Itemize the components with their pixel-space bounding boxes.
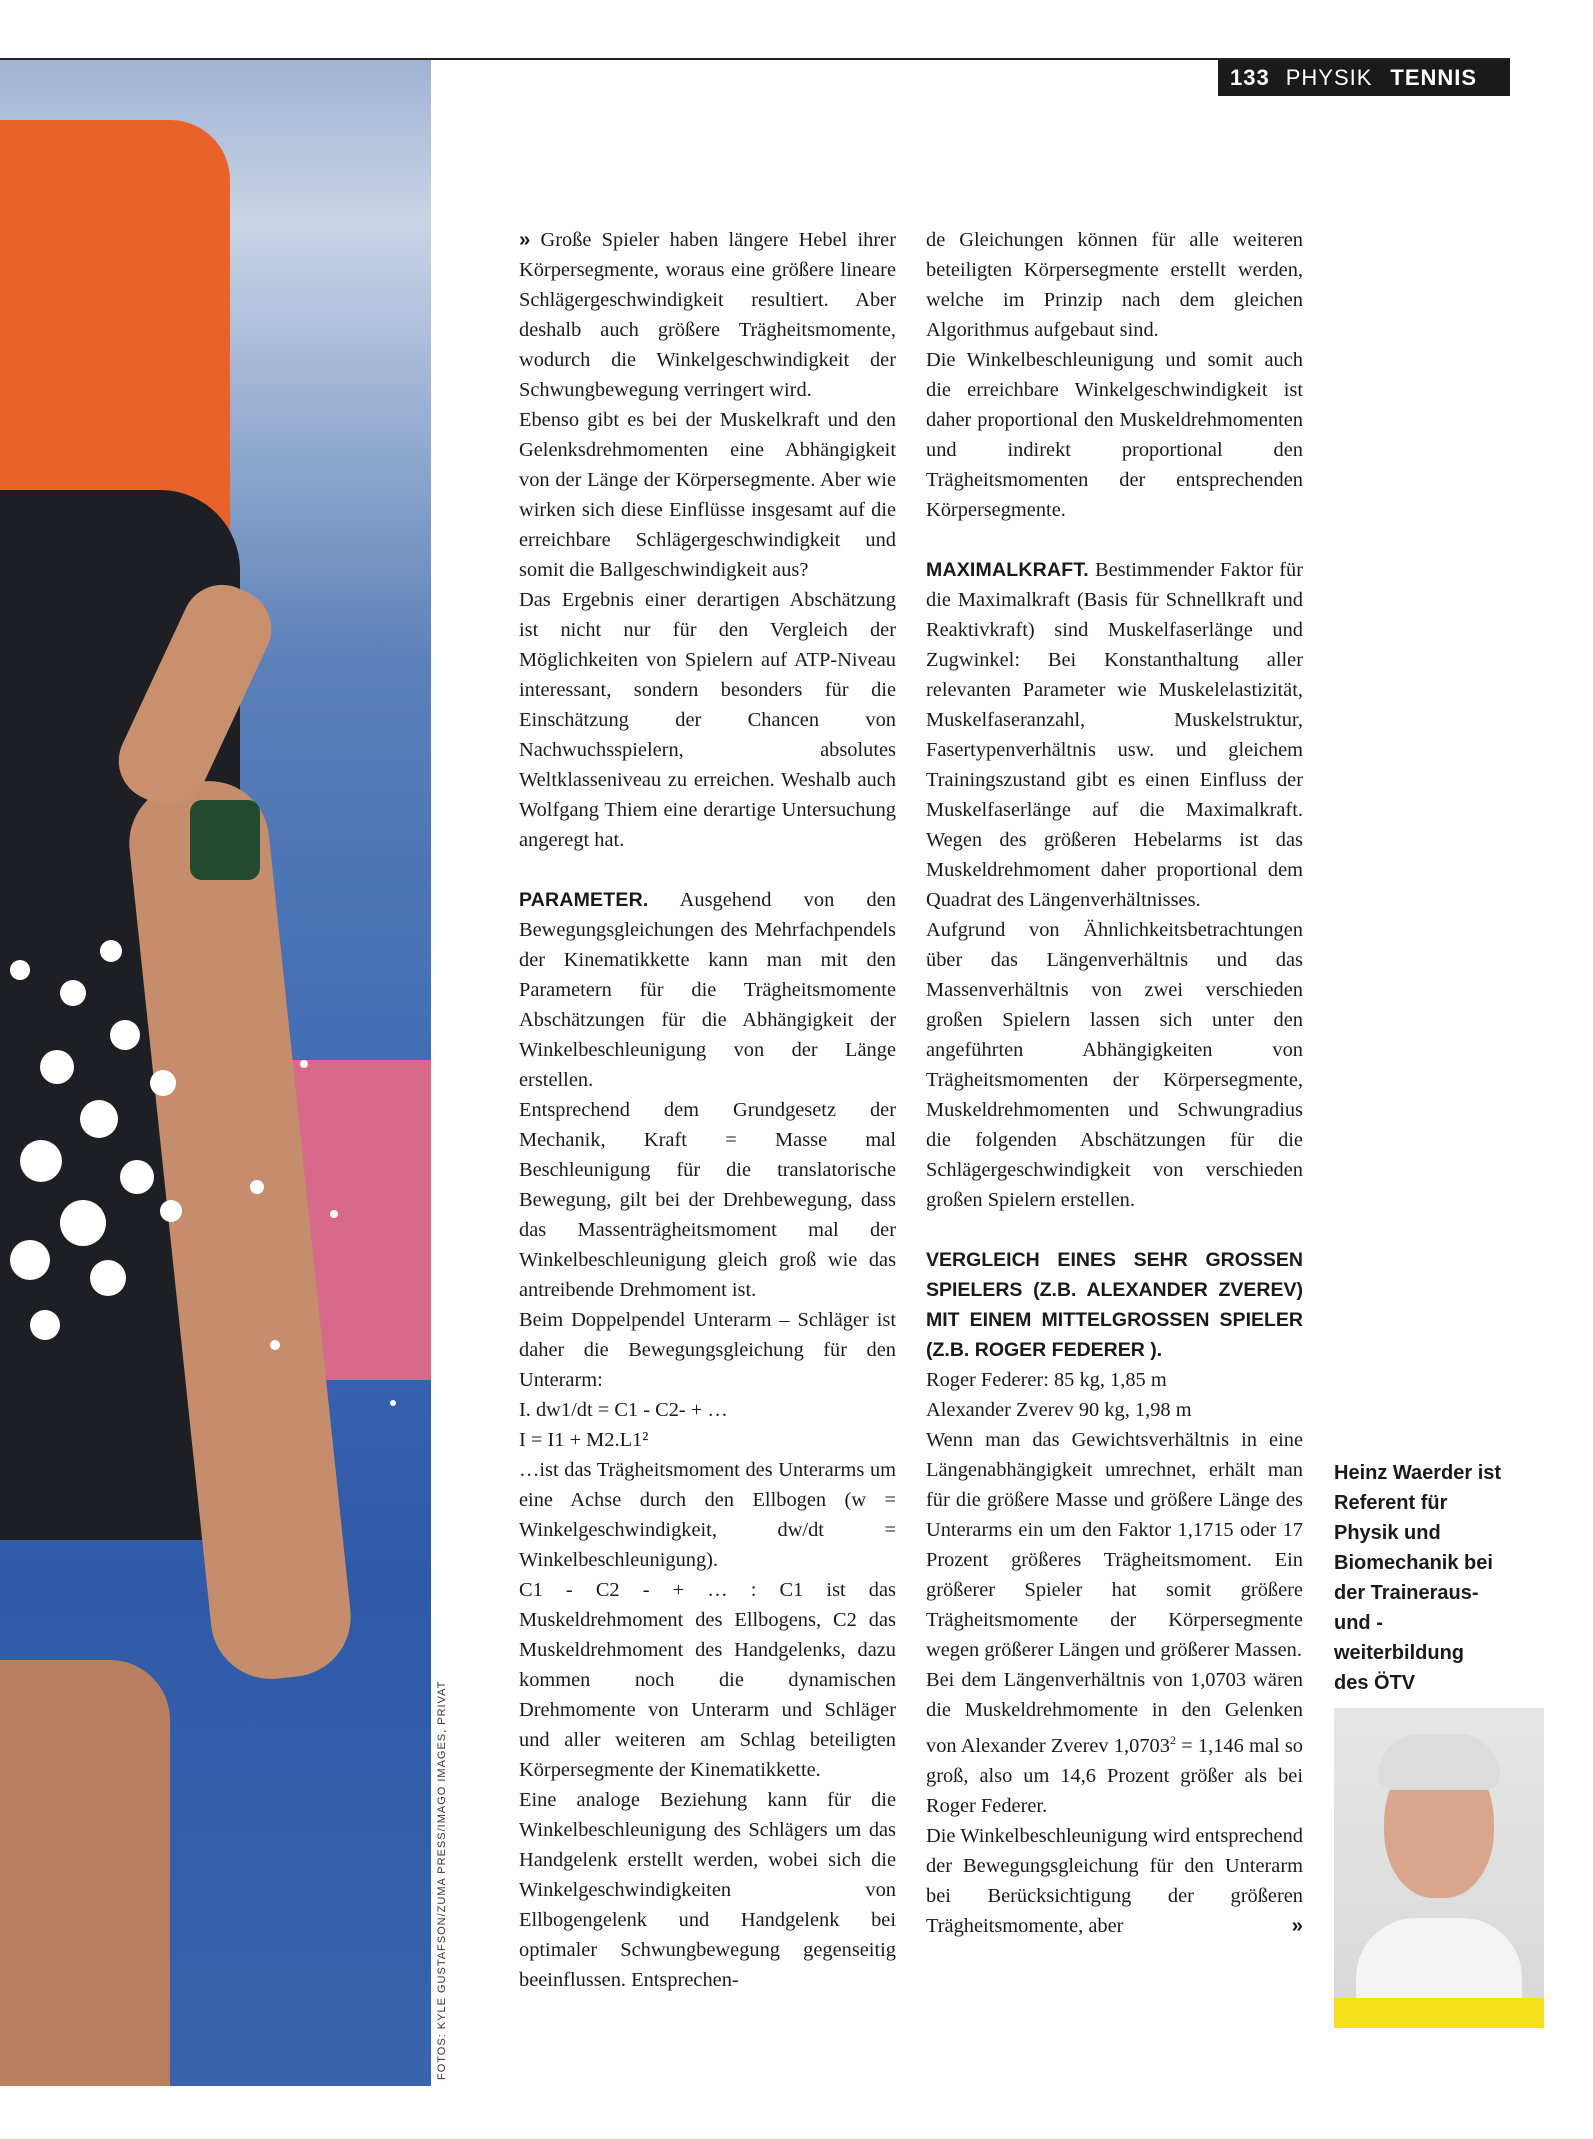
- paragraph: » Große Spieler haben längere Hebel ihrer Körpersegmente, woraus eine größere lineare Schlägergeschwindigkeit resultiert. Aber deshalb auch größere Trägheitsmomente, wodurch die Winkelgeschwindigkeit der Schwungbewegung verringert wird.: [519, 229, 896, 401]
- quote-mark-icon: »: [519, 229, 531, 251]
- decor-dot: [270, 1340, 280, 1350]
- subheading-parameter: PARAMETER.: [519, 889, 649, 911]
- paragraph: C1 - C2 - + … : C1 ist das Muskeldrehmoment des Ellbogens, C2 das Muskeldrehmoment des Handgelenks, dazu kommen noch die dynamischen Drehmomente von Unterarm und Schläger und aller weiteren am Schlag beteiligten Körpersegmente der Kinematikkette.: [519, 1579, 896, 1781]
- page-header: [1218, 60, 1510, 96]
- article-column-2: [926, 225, 1303, 1941]
- paragraph: Beim Doppelpendel Unterarm – Schläger ist daher die Bewegungsgleichung für den Unterarm:: [519, 1309, 896, 1391]
- paragraph: MAXIMALKRAFT. Bestimmender Faktor für die Maximalkraft (Basis für Schnellkraft und Reaktivkraft) sind Muskelfaserlänge und Zugwinkel: Bei Konstanthaltung aller relevanten Parameter wie Muskelelastizität, Muskelfaseranzahl, Muskelstruktur, Fasertypenverhältnis usw. und gleichem Trainingszustand gibt es einen Einfluss der Muskelfaserlänge auf die Maximalkraft. Wegen des größeren Hebelarms ist das Muskeldrehmoment daher proportional dem Quadrat des Längenverhältnisses.: [926, 559, 1303, 911]
- decor-dot: [330, 1210, 338, 1218]
- photo-credit: FOTOS: KYLE GUSTAFSON/ZUMA PRESS/IMAGO IMAGES, PRIVAT: [436, 1680, 448, 2080]
- player-stats: Roger Federer: 85 kg, 1,85 m: [926, 1369, 1167, 1391]
- paragraph: Entsprechend dem Grundgesetz der Mechanik, Kraft = Masse mal Beschleunigung für die translatorische Bewegung, gilt bei der Drehbewegung, dass das Massenträgheitsmoment mal der Winkelbeschleunigung gleich groß wie das antreibende Drehmoment ist.: [519, 1099, 896, 1301]
- decor-dot: [40, 1050, 74, 1084]
- equation: I = I1 + M2.L1²: [519, 1429, 649, 1451]
- decor-dot: [110, 1020, 140, 1050]
- paragraph: Die Winkelbeschleunigung wird entsprechend der Bewegungsgleichung für den Unterarm bei Berücksichtigung der größeren Trägheitsmomente, aber »: [926, 1821, 1303, 1941]
- decor-dot: [150, 1070, 176, 1096]
- paragraph: Aufgrund von Ähnlichkeitsbetrachtungen über das Längenverhältnis und das Massenverhältnis von zwei verschieden großen Spielern lassen sich unter den angeführten Abhängigkeiten von Trägheitsmomenten der Körpersegmente, Muskeldrehmomenten und Schwungradius die folgenden Abschätzungen für die Schlägergeschwindigkeit von verschieden großen Spielern erstellen.: [926, 919, 1303, 1211]
- paragraph: PARAMETER. Ausgehend von den Bewegungsgleichungen des Mehrfachpendels der Kinematikkette kann man mit den Parametern für die Trägheitsmomente Abschätzungen für die Abhängigkeit der Winkelbeschleunigung von der Länge erstellen.: [519, 889, 896, 1091]
- paragraph: Ebenso gibt es bei der Muskelkraft und den Gelenksdrehmomenten eine Abhängigkeit von der Länge der Körpersegmente. Aber wie wirken sich diese Einflüsse insgesamt auf die erreichbare Schlägergeschwindigkeit und somit die Ballgeschwindigkeit aus?: [519, 409, 896, 581]
- player-stats: Alexander Zverev 90 kg, 1,98 m: [926, 1399, 1192, 1421]
- author-portrait: [1334, 1708, 1544, 2028]
- decor-dot: [60, 1200, 106, 1246]
- player-leg: [0, 1660, 170, 2086]
- decor-dot: [30, 1310, 60, 1340]
- article-column-1: [519, 225, 896, 1995]
- decor-dot: [20, 1140, 62, 1182]
- decor-dot: [80, 1100, 118, 1138]
- paragraph: …ist das Trägheitsmoment des Unterarms um eine Achse durch den Ellbogen (w = Winkelgeschwindigkeit, dw/dt = Winkelbeschleunigung).: [519, 1459, 896, 1571]
- paragraph: Die Winkelbeschleunigung und somit auch die erreichbare Winkelgeschwindigkeit ist daher proportional den Muskeldrehmomenten und indirekt proportional den Trägheitsmomenten der entsprechenden Körpersegmente.: [926, 349, 1303, 521]
- author-caption: Heinz Waerder ist Referent für Physik und Biomechanik bei der Traineraus- und -weiterbildung des ÖTV: [1334, 1462, 1502, 1694]
- decor-dot: [120, 1160, 154, 1194]
- paragraph: Eine analoge Beziehung kann für die Winkelbeschleunigung des Schlägers um das Handgelenk erstellt werden, wobei sich die Winkelgeschwindigkeiten von Ellbogengelenk und Handgelenk bei optimaler Schwungbewegung gegenseitig beeinflussen. Entsprechen-: [519, 1789, 896, 1991]
- author-shirt: [1356, 1918, 1522, 2008]
- player-watch: [190, 800, 260, 880]
- paragraph: Bei dem Längenverhältnis von 1,0703 wären die Muskeldrehmomente in den Gelenken von Alexander Zverev $1,0703^2 = 1,146$ mal so groß, also um 14,6 Prozent größer als bei Roger Federer.: [926, 1669, 1304, 1817]
- decor-dot: [10, 1240, 50, 1280]
- subheading-comparison: VERGLEICH EINES SEHR GROSSEN SPIELERS (Z.B. ALEXANDER ZVEREV) MIT EINEM MITTELGROSSEN SPIELER (Z.B. ROGER FEDERER ).: [926, 1249, 1303, 1361]
- decor-dot: [10, 960, 30, 980]
- paragraph: Das Ergebnis einer derartigen Abschätzung ist nicht nur für den Vergleich der Möglichkeiten von Spielern auf ATP-Niveau interessant, sondern besonders für die Einschätzung der Chancen von Nachwuchsspielern, absolutes Weltklasseniveau zu erreichen. Weshalb auch Wolfgang Thiem eine derartige Untersuchung angeregt hat.: [519, 589, 896, 851]
- subheading-maximalkraft: MAXIMALKRAFT.: [926, 559, 1089, 581]
- continue-mark-icon: »: [1291, 1914, 1303, 1937]
- equation: I. dw1/dt = C1 - C2- + …: [519, 1399, 728, 1421]
- decor-dot: [250, 1180, 264, 1194]
- tennis-player-photo: [0, 60, 431, 2086]
- page-number: 133: [1230, 65, 1270, 90]
- author-hair: [1378, 1734, 1500, 1790]
- decor-dot: [60, 980, 86, 1006]
- decor-dot: [100, 940, 122, 962]
- section-label: PHYSIK: [1285, 65, 1373, 90]
- decor-dot: [390, 1400, 396, 1406]
- decor-dot: [160, 1200, 182, 1222]
- paragraph: Wenn man das Gewichtsverhältnis in eine Längenabhängigkeit umrechnet, erhält man für die größere Masse und größere Länge des Unterarms ein um den Faktor 1,1715 oder 17 Prozent größeres Trägheitsmoment. Ein größerer Spieler hat somit größere Trägheitsmomente der Körpersegmente wegen größerer Längen und größerer Massen.: [926, 1429, 1303, 1661]
- topic-label: TENNIS: [1390, 65, 1478, 90]
- yellow-accent-bar: [1334, 1998, 1544, 2028]
- decor-dot: [90, 1260, 126, 1296]
- paragraph: de Gleichungen können für alle weiteren beteiligten Körpersegmente erstellt werden, welche im Prinzip nach dem gleichen Algorithmus aufgebaut sind.: [926, 229, 1303, 341]
- decor-dot: [300, 1060, 308, 1068]
